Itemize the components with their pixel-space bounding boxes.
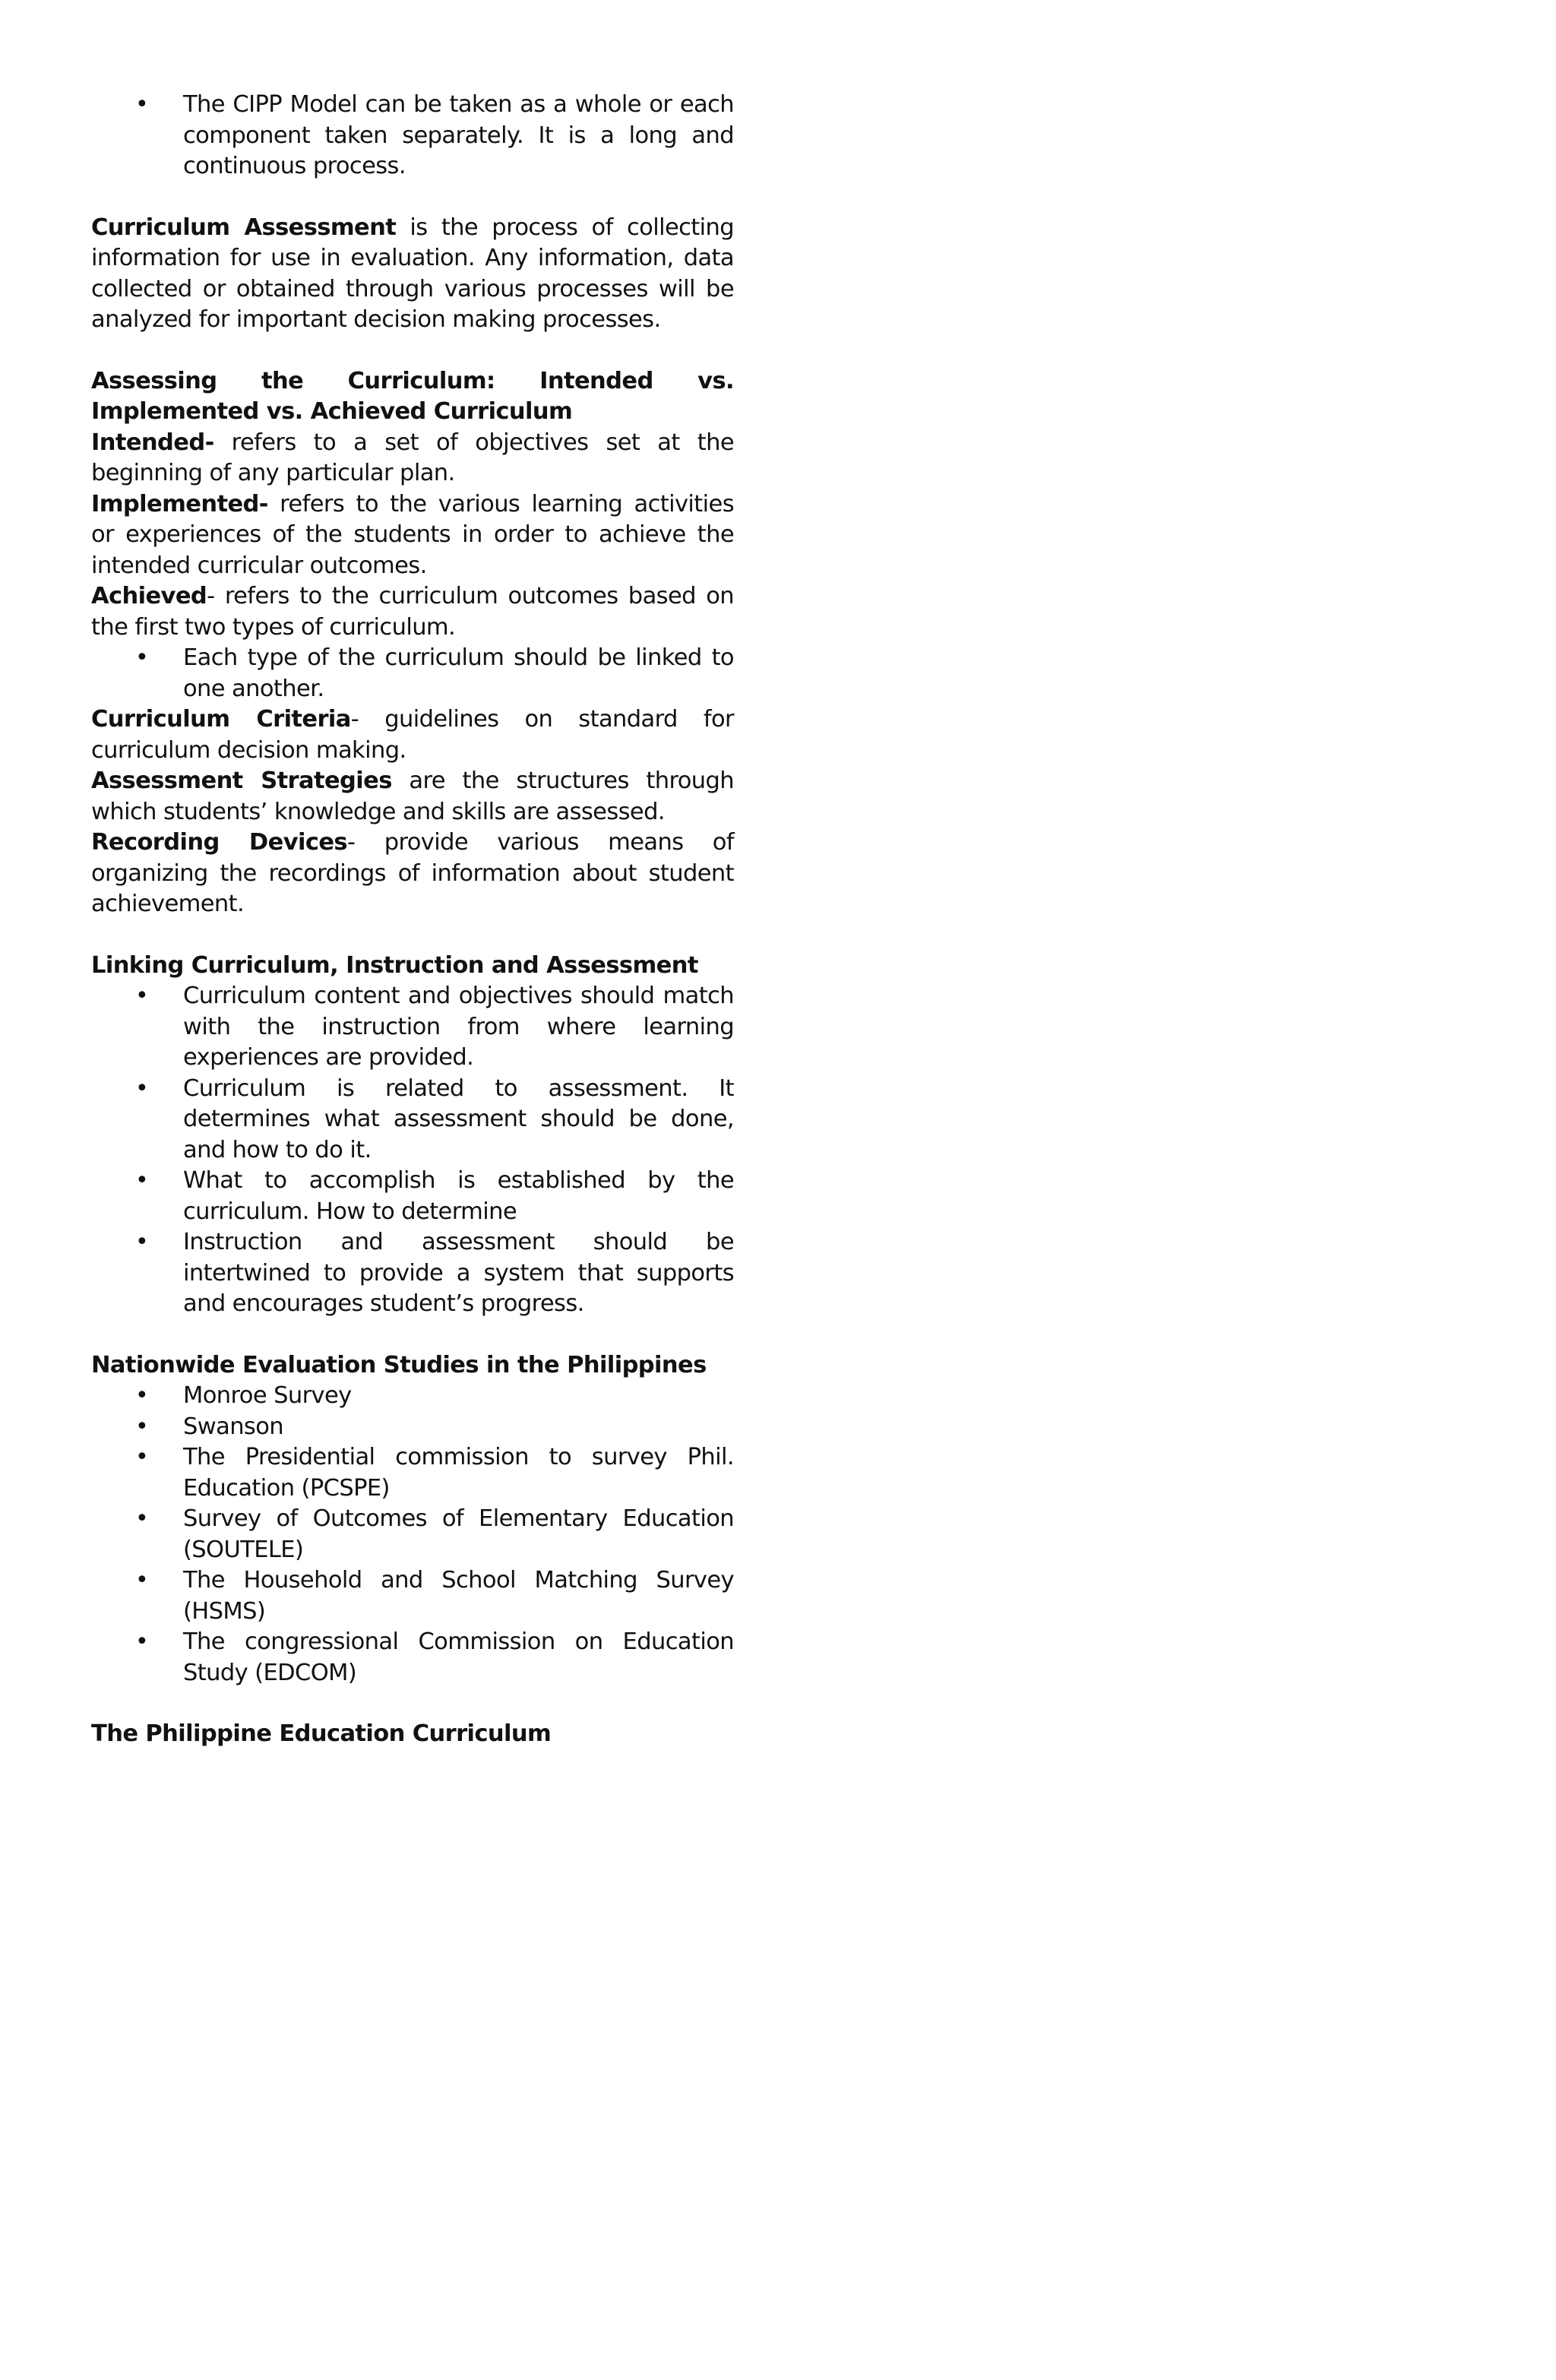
- list-item: • Monroe Survey: [91, 1381, 734, 1412]
- definition-text: - guidelines on standard for curriculum decision making.: [91, 706, 734, 764]
- spacer: [91, 920, 734, 951]
- definition-text: is the process of collecting information for use in evaluation. Any information, data collected or obtained through various processes will be analyzed for important decision making processes.: [91, 214, 734, 333]
- definition-text: refers to a set of objectives set at the beginning of any particular plan.: [91, 429, 734, 486]
- list-item: • Survey of Outcomes of Elementary Education (SOUTELE): [91, 1504, 734, 1565]
- term-label: Curriculum Assessment: [91, 214, 397, 241]
- assessing-bullet-list: [91, 643, 734, 704]
- nationwide-bullet-list: [91, 1381, 734, 1688]
- implemented-paragraph: [91, 489, 734, 582]
- list-item: • Each type of the curriculum should be linked to one another.: [91, 643, 734, 704]
- list-item: • Swanson: [91, 1412, 734, 1443]
- definition-text: - refers to the curriculum outcomes based on the first two types of curriculum.: [91, 583, 734, 641]
- recording-devices-paragraph: [91, 828, 734, 920]
- list-item: • Curriculum is related to assessment. It determines what assessment should be done, and how to do it.: [91, 1074, 734, 1166]
- curriculum-criteria-paragraph: [91, 704, 734, 766]
- section-heading-philippine-curriculum: The Philippine Education Curriculum: [91, 1720, 552, 1747]
- list-item: • Curriculum content and objectives should match with the instruction from where learning experiences are provided.: [91, 981, 734, 1074]
- term-label: Curriculum Criteria: [91, 706, 351, 733]
- list-item: • What to accomplish is established by the curriculum. How to determine: [91, 1166, 734, 1227]
- list-item: • The congressional Commission on Education Study (EDCOM): [91, 1627, 734, 1688]
- linking-bullet-list: [91, 981, 734, 1320]
- list-item: • Instruction and assessment should be intertwined to provide a system that supports and encourages student’s progress.: [91, 1227, 734, 1320]
- document-page: [91, 90, 734, 1750]
- term-label: Recording Devices: [91, 829, 347, 856]
- term-label: Achieved: [91, 583, 207, 609]
- list-item: • The CIPP Model can be taken as a whole or each component taken separately. It is a long and continuous process.: [91, 90, 734, 182]
- section-heading-nationwide: Nationwide Evaluation Studies in the Philippines: [91, 1351, 707, 1378]
- section-heading-assessing: Assessing the Curriculum: Intended vs. Implemented vs. Achieved Curriculum: [91, 367, 734, 425]
- intro-bullet-list: [91, 90, 734, 182]
- list-item: • The Presidential commission to survey Phil. Education (PCSPE): [91, 1442, 734, 1504]
- term-label: Intended-: [91, 429, 214, 456]
- definition-text: are the structures through which students’ knowledge and skills are assessed.: [91, 767, 734, 825]
- spacer: [91, 336, 734, 366]
- assessment-strategies-paragraph: [91, 766, 734, 828]
- achieved-paragraph: [91, 581, 734, 643]
- spacer: [91, 1688, 734, 1719]
- term-label: Implemented-: [91, 490, 268, 517]
- definition-text: - provide various means of organizing the recordings of information about student achievement.: [91, 829, 734, 917]
- definition-text: refers to the various learning activities or experiences of the students in order to achieve the intended curricular outcomes.: [91, 490, 734, 579]
- spacer: [91, 182, 734, 213]
- list-item: • The Household and School Matching Survey (HSMS): [91, 1565, 734, 1627]
- curriculum-assessment-paragraph: [91, 213, 734, 336]
- spacer: [91, 1320, 734, 1350]
- intended-paragraph: [91, 428, 734, 489]
- section-heading-linking: Linking Curriculum, Instruction and Assessment: [91, 951, 698, 979]
- term-label: Assessment Strategies: [91, 767, 392, 794]
